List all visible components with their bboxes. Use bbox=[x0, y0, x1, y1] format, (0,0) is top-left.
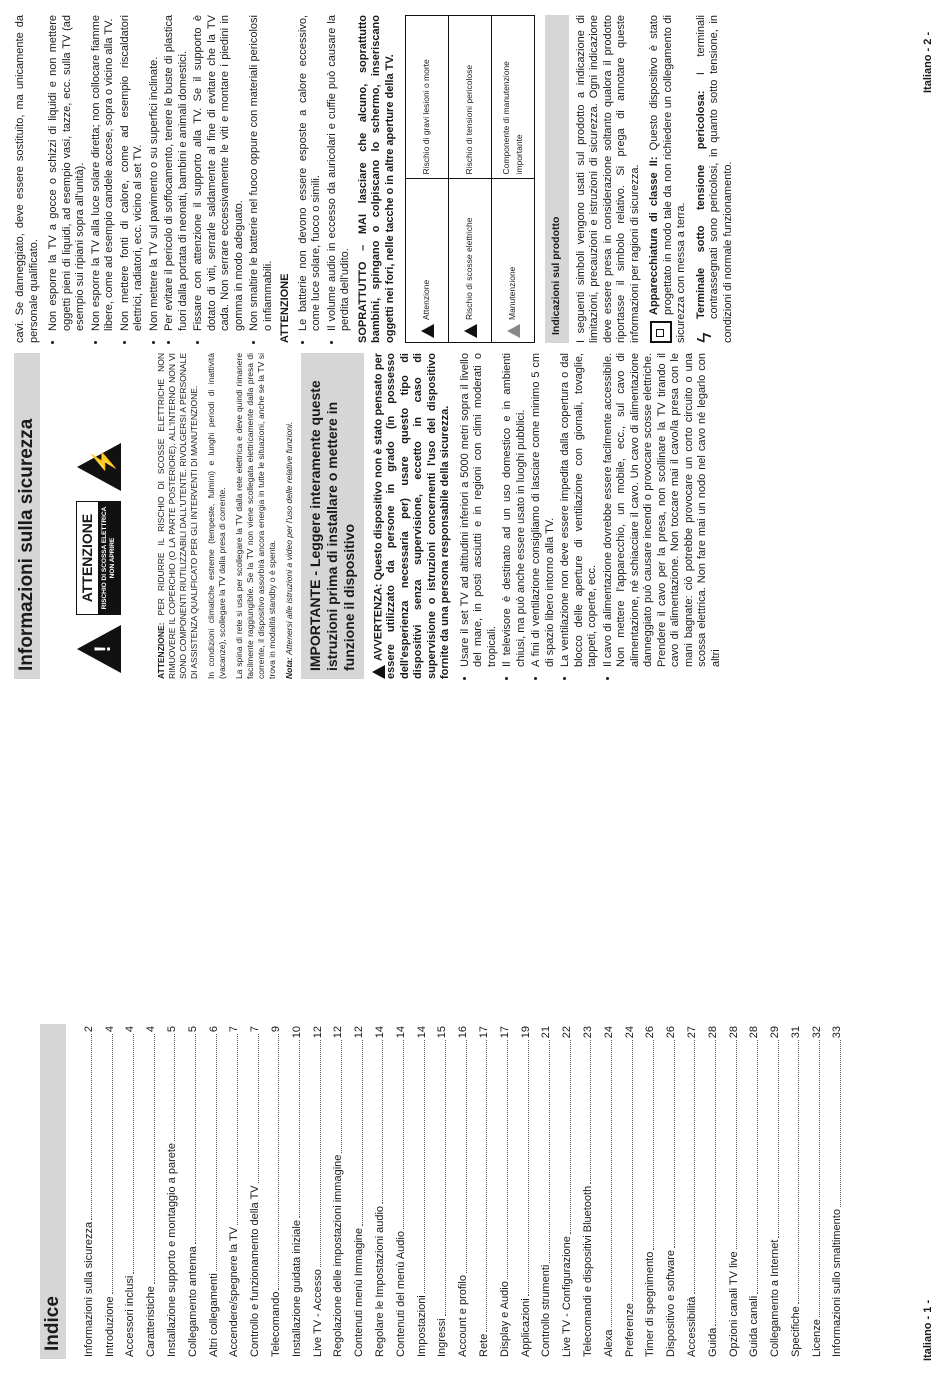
safety-column-2 bbox=[14, 15, 741, 343]
product-heading: Indicazioni sul prodotto bbox=[545, 15, 569, 343]
bullet-item: • Il cavo di alimentazione dovrebbe essere facilmente accessibile. Non mettere l'apparecchio, un mobile, ecc., sul cavo di alimentazione, né schiacciare il cavo. Un cavo di alimentazione danneggiato può causare incendi o provocare scosse elettriche. Prendere il cavo per la presa, non scollinare la TV tirando il cavo di alimentazione. Non toccare mai il cavo/la presa con le mani bagnate: ciò potrebbe provocare un corto circuito o una scossa elettrica. Non fare mai un nodo nel cavo né legarlo con altri bbox=[602, 353, 724, 667]
toc-entry[interactable]: Collegamento antenna 5 bbox=[186, 1026, 199, 1357]
toc-entry[interactable]: Display e Audio 17 bbox=[498, 1026, 511, 1357]
bullet-item: • Per evitare il pericolo di soffocamento, tenere le buste di plastica fuori dalla portata di neonati, bambini e animali domestici. bbox=[163, 15, 190, 331]
bullet-item: • Il televisore è destinato ad un uso domestico e in ambienti chiusi, ma può anche essere usato in luoghi pubblici. bbox=[501, 353, 528, 667]
symbol-row: Manutenzione Componente di manutenzione importante bbox=[492, 16, 535, 343]
symbol-table bbox=[405, 15, 535, 343]
bullet-item: • A fini di ventilazione consigliamo di lasciare come minimo 5 cm di spazio libero intorno alla TV. bbox=[530, 353, 557, 667]
important-heading: IMPORTANTE - Leggere interamente queste istruzioni prima di installare o mettere in funzione il dispositivo bbox=[301, 353, 364, 679]
attenzione-heading: ATTENZIONE bbox=[279, 273, 291, 343]
note: Nota: Attenersi alle istruzioni a video per l'uso delle relative funzioni. bbox=[283, 421, 294, 679]
toc-entry[interactable]: Applicazioni 19 bbox=[519, 1026, 532, 1357]
bullet-list-left bbox=[459, 353, 724, 679]
toc-entry[interactable]: Opzioni canali TV live 28 bbox=[727, 1026, 740, 1357]
toc-entry[interactable]: Installazione guidata iniziale 10 bbox=[290, 1026, 303, 1357]
toc-entry[interactable]: Telecomando 9 bbox=[269, 1026, 282, 1357]
toc-entry[interactable]: Ingressi 15 bbox=[436, 1026, 449, 1357]
toc-entry[interactable]: Timer di spegnimento 26 bbox=[644, 1026, 657, 1357]
product-para: I seguenti simboli vengono usati sul prodotto a indicazione di limitazioni, precauzioni e istruzioni di sicurezza. Ogni indicazione deve essere presa in considerazione soltanto qualora il prodotto riportasse il simbolo relativo. Si prega di annotare queste informazioni per ragioni di sicurezza. bbox=[574, 15, 641, 343]
toc-entry[interactable]: Alexa 24 bbox=[602, 1026, 615, 1357]
toc-entry[interactable]: Regolazione delle impostazioni immagine 12 bbox=[332, 1026, 345, 1357]
toc-entry[interactable]: Impostazioni 14 bbox=[415, 1026, 428, 1357]
symbol-row: Attenzione Rischio di gravi lesioni o morte bbox=[406, 16, 449, 343]
bullet-item: • Fissare con attenzione il supporto alla TV. Se il supporto è dotato di viti, serrarle saldamente al fine di evitare che la TV cada. Non serrare eccessivamente le viti e montare i piedini in gomma in modo adeguato. bbox=[192, 15, 246, 331]
warning-label-box bbox=[50, 353, 148, 679]
toc-title: Indice bbox=[40, 1024, 66, 1359]
toc-list bbox=[76, 1024, 845, 1359]
bullet-item: • Il volume audio in eccesso da auricolari e cuffie può causare la perdita dell'udito. bbox=[326, 15, 353, 331]
toc-entry[interactable]: Accessibilità 27 bbox=[685, 1026, 698, 1357]
toc-entry[interactable]: Guida canali 28 bbox=[748, 1026, 761, 1357]
toc-entry[interactable]: Guida 28 bbox=[706, 1026, 719, 1357]
avvertenza: AVVERTENZA: Questo dispositivo non è stato pensato per essere utilizzato da persone in grado (in possesso dell'esperienza necessaria per) usare questo tipo di dispositivi senza supervisione, eccetto in caso di supervisione o istruzioni concernenti l'uso del dispositivo fornite da una persona responsabile della sicurezza. bbox=[371, 353, 452, 679]
bullet-list-right bbox=[47, 15, 275, 343]
toc-entry[interactable]: Informazioni sullo smaltimento 33 bbox=[831, 1026, 844, 1357]
toc-entry[interactable]: Contenuti del menù Audio 14 bbox=[394, 1026, 407, 1357]
toc-entry[interactable]: Controllo e funzionamento della TV 7 bbox=[249, 1026, 262, 1357]
bullet-list-attenzione bbox=[297, 15, 353, 343]
live-terminal-para: ϟ Terminale sotto tensione pericolosa: I terminali contrassegnati sono pericolosi, in quanto sotto tensione, in condizioni di normale funzionamento. bbox=[693, 15, 734, 343]
toc-entry[interactable]: Accendere/spegnere la TV 7 bbox=[228, 1026, 241, 1357]
page-footer-left: Italiano - 1 - bbox=[922, 1299, 934, 1361]
toc-entry[interactable]: Altri collegamenti 6 bbox=[207, 1026, 220, 1357]
bullet-item: • Usare il set TV ad altitudini inferiori a 5000 metri sopra il livello del mare, in posti asciutti e in regioni con climi moderati o tropicali. bbox=[459, 353, 500, 667]
toc-entry[interactable]: Account e profilo 16 bbox=[457, 1026, 470, 1357]
toc-entry[interactable]: Introduzione 4 bbox=[103, 1026, 116, 1357]
toc-entry[interactable]: Informazioni sulla sicurezza 2 bbox=[82, 1026, 95, 1357]
continued-text: cavi. Se danneggiato, deve essere sostituito, ma unicamente da personale qualificato. bbox=[14, 15, 40, 343]
sopratutto: SOPRATTUTTO – MAI lasciare che alcuno, soprattutto bambini, spingano o colpiscano lo schermo, inseriscano oggetti nei fori, nelle tacche o in altre aperture della TV. bbox=[356, 15, 396, 343]
toc-entry[interactable]: Specifiche 31 bbox=[789, 1026, 802, 1357]
lightning-triangle-icon: ⚡ bbox=[77, 443, 121, 491]
toc-column bbox=[40, 1024, 845, 1359]
bullet-item: • Le batterie non devono essere esposte a calore eccessivo, come luce solare, fuoco o simili. bbox=[297, 15, 324, 331]
bullet-item: • Non mettere la TV sul pavimento o su superfici inclinate. bbox=[148, 15, 162, 331]
class-ii-icon bbox=[650, 321, 672, 343]
bullet-item: • Non esporre la TV alla luce solare diretta; non collocare fiamme libere, come ad esempio candele accese, sopra o vicino alla TV. bbox=[90, 15, 117, 331]
safety-column-1 bbox=[14, 353, 727, 679]
symbol-row: Rischio di scosse elettriche Rischio di tensioni pericolose bbox=[449, 16, 492, 343]
warning-triangle-icon bbox=[372, 665, 385, 679]
para-mains: La spina di rete si usa per scollegare la TV dalla rete elettrica e deve quindi rimanere facilmente raggiungibile. Se la TV non viene scollegata elettricamente dalla presa di corrente, il dispositivo assorbirà ancora energia in tutte le situazioni, anche se la TV si trova in modalità standby o è spenta. bbox=[233, 353, 277, 679]
toc-entry[interactable]: Regolare le Impostazioni audio 14 bbox=[373, 1026, 386, 1357]
safety-title: Informazioni sulla sicurezza bbox=[14, 353, 40, 679]
symbol-icon bbox=[464, 324, 477, 338]
bullet-item: • Non smaltire le batterie nel fuoco oppure con materiali pericolosi o infiammabili. bbox=[248, 15, 275, 331]
toc-entry[interactable]: Telecomandi e dispositivi Bluetooth 23 bbox=[581, 1026, 594, 1357]
toc-entry[interactable]: Controllo strumenti 21 bbox=[540, 1026, 553, 1357]
lightning-icon: ϟ bbox=[693, 332, 716, 343]
toc-entry[interactable]: Live TV - Accesso 12 bbox=[311, 1026, 324, 1357]
class2-para: Apparecchiatura di classe II: Questo dispositivo è stato progettato in modo tale da non richiedere un collegamento di sicurezza con messa a terra. bbox=[648, 15, 687, 343]
bullet-item: • La ventilazione non deve essere impedita dalla copertura o dal blocco delle aperture di ventilazione con giornali, tovaglie, tappeti, coperte, ecc. bbox=[559, 353, 600, 667]
toc-entry[interactable]: Rete 17 bbox=[477, 1026, 490, 1357]
bullet-item: • Non esporre la TV a gocce o schizzi di liquidi e non mettere oggetti pieni di liquidi, ad esempio vasi, tazze, ecc. sulla TV (ad esempio sui ripiani sopra all'unità). bbox=[47, 15, 88, 331]
exclamation-triangle-icon: ! bbox=[77, 625, 121, 673]
symbol-icon bbox=[421, 324, 434, 338]
warning-caption: ATTENZIONE: PER RIDURRE IL RISCHIO DI SCOSSE ELETTRICHE NON RIMUOVERE IL COPERCHIO (O LA PARTE POSTERIORE). ALL'INTERNO NON VI SONO COMPONENTI RIUTILIZZABILI DALL'UTENTE. RIVOLGERSI A PERSONALE DI ASSISTENZA QUALIFICATO PER GLI INTERVENTI DI MANUTENZIONE. bbox=[155, 353, 199, 679]
attenzione-label: ATTENZIONE RISCHIO DI SCOSSA ELETTRICA NON APRIRE bbox=[76, 501, 122, 615]
toc-entry[interactable]: Preferenze 24 bbox=[623, 1026, 636, 1357]
symbol-icon bbox=[507, 324, 520, 338]
toc-entry[interactable]: Collegamento a Internet 29 bbox=[769, 1026, 782, 1357]
toc-entry[interactable]: Licenze 32 bbox=[810, 1026, 823, 1357]
toc-entry[interactable]: Installazione supporto e montaggio a parete 5 bbox=[165, 1026, 178, 1357]
toc-entry[interactable]: Contenuti menù Immagine 12 bbox=[353, 1026, 366, 1357]
toc-entry[interactable]: Live TV - Configurazione 22 bbox=[561, 1026, 574, 1357]
page-footer-right: Italiano - 2 - bbox=[922, 31, 934, 93]
toc-entry[interactable]: Dispositivo e software 26 bbox=[665, 1026, 678, 1357]
toc-entry[interactable]: Caratteristiche 4 bbox=[145, 1026, 158, 1357]
para-climate: In condizioni climatiche estreme (tempeste, fulmini) e lunghi periodi di inattività (vacanze), scollegare la TV dalla presa di corrente. bbox=[205, 353, 227, 679]
bullet-item: • Non mettere fonti di calore, come ad esempio riscaldatori elettrici, radiatori, ecc. vicino al set TV. bbox=[119, 15, 146, 331]
toc-entry[interactable]: Accessori inclusi 4 bbox=[124, 1026, 137, 1357]
